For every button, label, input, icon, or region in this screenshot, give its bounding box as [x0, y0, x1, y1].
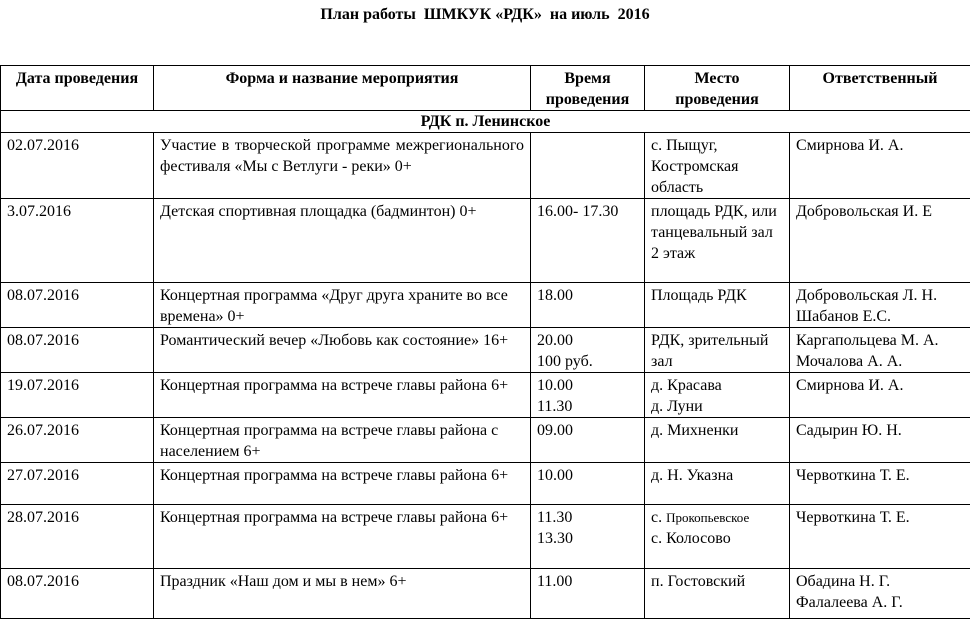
cell-event: Участие в творческой программе межрегионального фестиваля «Мы с Ветлуги - реки» 0+ [154, 133, 531, 199]
cell-event: Концертная программа на встрече главы района с населением 6+ [154, 418, 531, 463]
cell-date: 08.07.2016 [1, 283, 154, 328]
cell-responsible: Добровольская И. Е [790, 199, 970, 283]
header-time: Время проведения [531, 66, 645, 111]
table-row [1, 463, 970, 505]
cell-place [645, 373, 790, 418]
cell-time-line: 11.30 [537, 507, 638, 528]
cell-time [531, 328, 645, 373]
page-title: План работы ШМКУК «РДК» на июль 2016 [0, 6, 970, 24]
table-row [1, 418, 970, 463]
cell-responsible: Червоткина Т. Е. [790, 505, 970, 569]
cell-place-small: Прокопьевское [666, 510, 749, 525]
header-event: Форма и название мероприятия [154, 66, 531, 111]
cell-place: РДК, зрительный зал [645, 328, 790, 373]
cell-date: 26.07.2016 [1, 418, 154, 463]
cell-event: Праздник «Наш дом и мы в нем» 6+ [154, 569, 531, 619]
cell-place [645, 505, 790, 569]
cell-time: 09.00 [531, 418, 645, 463]
cell-event: Романтический вечер «Любовь как состояние» 16+ [154, 328, 531, 373]
cell-place: Площадь РДК [645, 283, 790, 328]
cell-time-line: 10.00 [537, 375, 638, 396]
cell-responsible: Добровольская Л. Н. Шабанов Е.С. [790, 283, 970, 328]
cell-place: д. Н. Указна [645, 463, 790, 505]
section-title: РДК п. Ленинское [1, 111, 970, 133]
cell-responsible: Червоткина Т. Е. [790, 463, 970, 505]
cell-place-line: д. Красава [651, 375, 783, 396]
header-date: Дата проведения [1, 66, 154, 111]
cell-responsible: Смирнова И. А. [790, 133, 970, 199]
table-row [1, 505, 970, 569]
table-row [1, 199, 970, 283]
cell-date: 08.07.2016 [1, 328, 154, 373]
cell-event: Концертная программа «Друг друга храните во все времена» 0+ [154, 283, 531, 328]
cell-event: Детская спортивная площадка (бадминтон) 0+ [154, 199, 531, 283]
cell-date: 3.07.2016 [1, 199, 154, 283]
cell-place-prefix: с. [651, 509, 666, 526]
cell-time: 10.00 [531, 463, 645, 505]
cell-place: п. Гостовский [645, 569, 790, 619]
cell-responsible [790, 569, 970, 619]
schedule-table [0, 65, 970, 619]
cell-date: 27.07.2016 [1, 463, 154, 505]
cell-place: д. Михненки [645, 418, 790, 463]
table-row [1, 283, 970, 328]
header-place: Место проведения [645, 66, 790, 111]
table-row [1, 328, 970, 373]
cell-place-line: с. Колосово [651, 528, 783, 549]
cell-responsible-line: Фалалеева А. Г. [796, 592, 964, 613]
cell-time: 11.00 [531, 569, 645, 619]
cell-time: 18.00 [531, 283, 645, 328]
cell-time [531, 373, 645, 418]
cell-time-line: 13.30 [537, 528, 638, 549]
cell-time [531, 133, 645, 199]
cell-time-line: 11.30 [537, 396, 638, 417]
cell-time [531, 505, 645, 569]
cell-responsible-line: Обадина Н. Г. [796, 571, 964, 592]
cell-responsible: Каргапольцева М. А. Мочалова А. А. [790, 328, 970, 373]
table-header-row [1, 66, 970, 111]
cell-responsible: Смирнова И. А. [790, 373, 970, 418]
cell-time: 16.00- 17.30 [531, 199, 645, 283]
cell-date: 19.07.2016 [1, 373, 154, 418]
cell-time-line: 20.00 [537, 330, 638, 351]
table-row [1, 569, 970, 619]
cell-event: Концертная программа на встрече главы района 6+ [154, 373, 531, 418]
table-row [1, 133, 970, 199]
cell-event: Концертная программа на встрече главы района 6+ [154, 505, 531, 569]
cell-event: Концертная программа на встрече главы района 6+ [154, 463, 531, 505]
cell-price-line: 100 руб. [537, 351, 638, 372]
cell-responsible: Садырин Ю. Н. [790, 418, 970, 463]
table-row [1, 373, 970, 418]
section-row [1, 111, 970, 133]
cell-place: площадь РДК, или танцевальный зал 2 этаж [645, 199, 790, 283]
cell-date: 28.07.2016 [1, 505, 154, 569]
cell-date: 02.07.2016 [1, 133, 154, 199]
cell-place-line: д. Луни [651, 396, 783, 417]
cell-place-line [651, 507, 783, 528]
cell-date: 08.07.2016 [1, 569, 154, 619]
header-responsible: Ответственный [790, 66, 970, 111]
cell-place: с. Пыщуг, Костромская область [645, 133, 790, 199]
